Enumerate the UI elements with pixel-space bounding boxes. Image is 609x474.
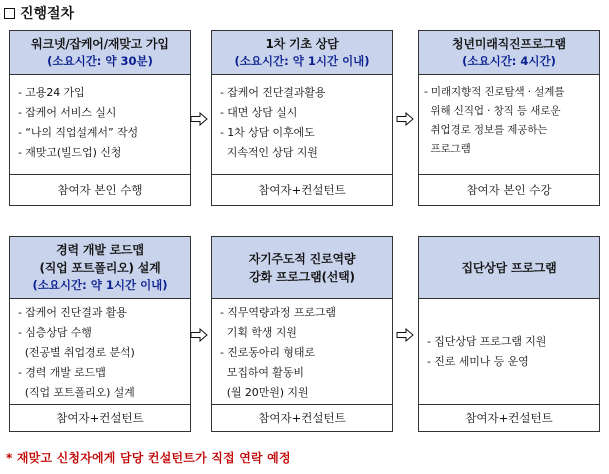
step-detail-item: 프로그램	[424, 143, 471, 155]
step-details	[10, 299, 190, 405]
step-title: 강화 프로그램(선택)	[249, 269, 355, 284]
step-title: 자기주도적 진로역량	[248, 251, 356, 266]
step-detail-item: - 심층상담 수행	[18, 326, 92, 339]
step-detail-item: - 집단상담 프로그램 지원	[427, 334, 547, 348]
step-detail-item: - 고용24 가입	[18, 86, 85, 99]
step-detail-item: - 잡케어 서비스 실시	[18, 106, 117, 119]
step-card-header	[212, 237, 392, 299]
step-card-1	[9, 30, 191, 206]
step-detail-item: - 잡케어 진단결과 활용	[18, 306, 127, 319]
step-detail-item: (전공별 취업경로 분석)	[18, 346, 135, 359]
step-detail-item: 모집하여 활동비	[220, 366, 304, 379]
step-duration: (소요시간: 약 1시간 이내)	[234, 54, 370, 68]
step-participant: 참여자+컨설턴트	[258, 183, 346, 197]
step-card-3	[418, 30, 600, 206]
step-detail-item: - 경력 개발 로드맵	[18, 366, 106, 379]
step-participant: 참여자 본인 수행	[57, 183, 143, 197]
step-participant: 참여자 본인 수강	[466, 183, 552, 197]
step-details	[419, 75, 599, 175]
step-card-4	[9, 236, 191, 432]
step-participant: 참여자+컨설턴트	[465, 411, 553, 425]
right-arrow-icon	[190, 112, 208, 126]
step-detail-item: - “나의 직업설계서” 작성	[18, 126, 138, 139]
footnote: * 재맞고 신청자에게 담당 컨설턴트가 직접 연락 예정	[6, 451, 291, 465]
step-card-header	[419, 31, 599, 75]
step-detail-item: 기획 학생 지원	[220, 326, 297, 339]
step-card-6	[418, 236, 600, 432]
step-title: 워크넷/잡케어/재맞고 가입	[31, 37, 169, 51]
step-participant: 참여자+컨설턴트	[56, 411, 144, 425]
step-title: 청년미래직진프로그램	[452, 37, 566, 51]
step-duration: (소요시간: 4시간)	[462, 54, 556, 68]
step-card-header	[212, 31, 392, 75]
step-card-2	[211, 30, 393, 206]
right-arrow-icon	[190, 328, 208, 342]
step-title: 경력 개발 로드맵	[56, 243, 144, 257]
section-title-text: 진행절차	[20, 6, 75, 22]
section-title	[4, 2, 74, 24]
step-detail-item: - 1차 상담 이후에도	[220, 126, 315, 139]
step-detail-item: - 잡케어 진단결과활용	[220, 86, 326, 99]
step-title: (직업 포트폴리오) 설계	[39, 261, 161, 275]
step-detail-item: - 대면 상담 실시	[220, 106, 298, 119]
step-participant: 참여자+컨설턴트	[258, 411, 346, 425]
step-detail-item: - 재맞고(빌드업) 신청	[18, 146, 122, 159]
step-detail-item: (직업 포트폴리오) 설계	[18, 386, 135, 399]
step-duration: (소요시간: 약 1시간 이내)	[32, 278, 168, 292]
step-title: 집단상담 프로그램	[461, 260, 557, 275]
step-title: 1차 기초 상담	[265, 37, 339, 51]
step-details	[10, 75, 190, 175]
step-details	[212, 299, 392, 405]
right-arrow-icon	[396, 328, 414, 342]
step-card-header	[10, 31, 190, 75]
step-detail-item: - 진로 세미나 등 운영	[427, 354, 529, 368]
step-card-header	[419, 237, 599, 299]
step-detail-item: 취업경로 정보를 제공하는	[424, 124, 548, 136]
right-arrow-icon	[396, 112, 414, 126]
step-card-header	[10, 237, 190, 299]
step-detail-item: - 미래지향적 진로탐색 · 설계를	[424, 86, 565, 98]
step-detail-item: 지속적인 상담 지원	[220, 146, 318, 159]
checkbox-square-icon	[4, 8, 15, 19]
step-details	[212, 75, 392, 175]
step-detail-item: (월 20만원) 지원	[220, 386, 309, 399]
step-detail-item: - 직무역량과정 프로그램	[220, 306, 336, 319]
step-duration: (소요시간: 약 30분)	[47, 54, 153, 68]
step-card-5	[211, 236, 393, 432]
step-detail-item: - 진로동아리 형태로	[220, 346, 315, 359]
step-detail-item: 위해 신직업 · 창직 등 새로운	[424, 105, 561, 117]
step-details	[419, 299, 599, 405]
